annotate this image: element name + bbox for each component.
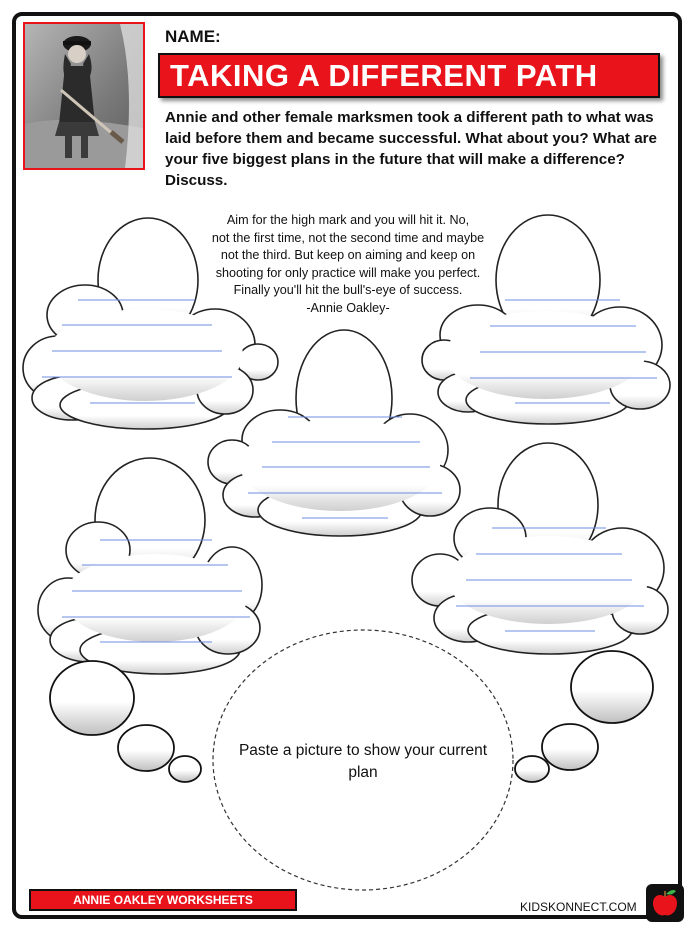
- quote-line: shooting for only practice will make you perfect.: [215, 265, 481, 280]
- thought-bubbles-left: [50, 661, 201, 782]
- paste-instruction: Paste a picture to show your current plan: [238, 742, 488, 781]
- footer-site-name: KIDSKONNECT.COM: [520, 900, 637, 914]
- footer-worksheet-label: ANNIE OAKLEY WORKSHEETS: [29, 889, 297, 911]
- worksheet-title: TAKING A DIFFERENT PATH: [158, 53, 660, 98]
- thought-bubbles-right: [515, 651, 653, 782]
- quote-line: Aim for the high mark and you will hit it. No,: [226, 213, 470, 227]
- quote-line: not the first time, not the second time and maybe: [211, 230, 485, 245]
- intro-text: Annie and other female marksmen took a different path to what was laid before them and became successful. What about you? What are your five biggest plans in the future that will make a difference? Discuss.: [165, 109, 658, 189]
- quote-attribution: -Annie Oakley-: [306, 300, 390, 315]
- annie-oakley-quote: [186, 212, 510, 317]
- apple-logo-icon: [646, 884, 684, 922]
- quote-line: Finally you'll hit the bull's-eye of success.: [233, 283, 463, 297]
- name-label: NAME:: [165, 27, 221, 46]
- quote-line: not the third. But keep on aiming and keep on: [220, 248, 476, 262]
